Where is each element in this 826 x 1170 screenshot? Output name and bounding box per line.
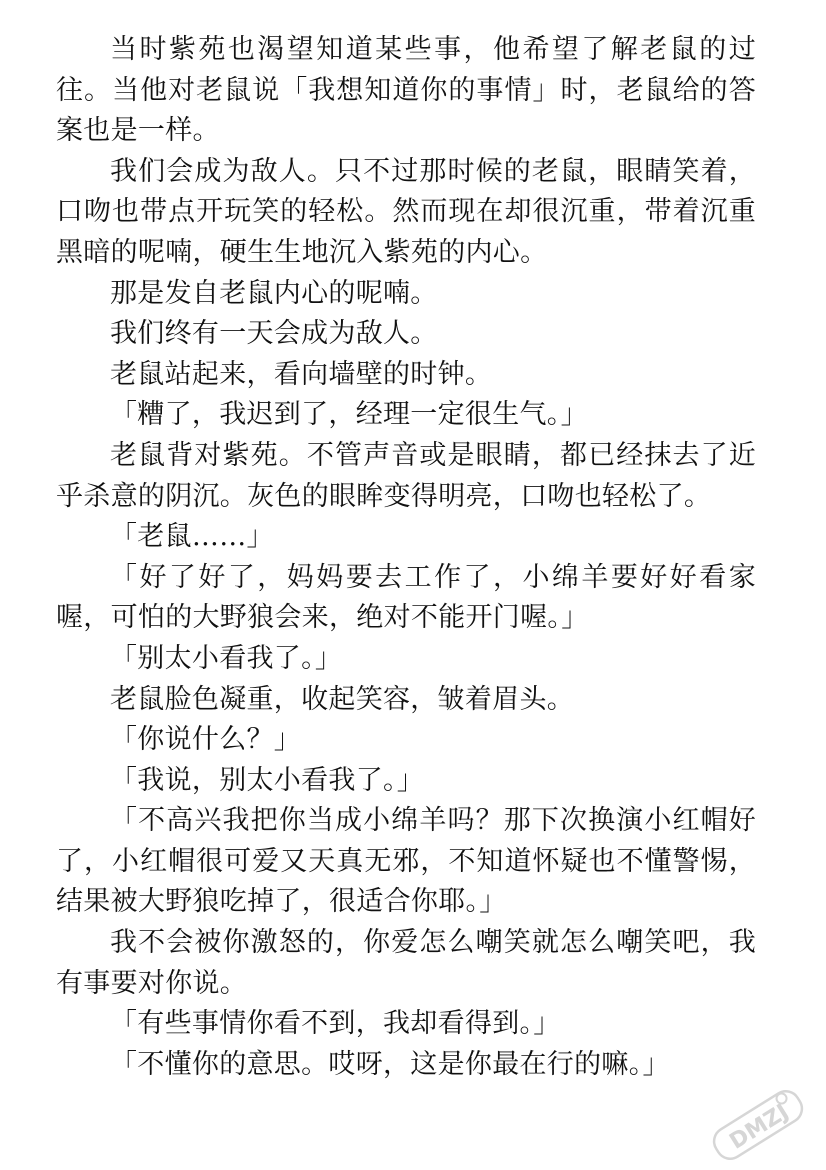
paragraph: 老鼠站起来，看向墙壁的时钟。 — [110, 358, 493, 390]
paragraph: 老鼠脸色凝重，收起笑容，皱着眉头。 — [110, 683, 575, 715]
paragraph: 「有些事情你看不到，我却看得到。」 — [110, 1008, 561, 1040]
paragraph: 「不懂你的意思。哎呀，这是你最在行的嘛。」 — [110, 1048, 670, 1080]
paragraph: 「老鼠……」 — [110, 521, 274, 553]
paragraph: 我们会成为敌人。只不过那时候的老鼠，眼睛笑着，口吻也带点开玩笑的轻松。然而现在却很沉重，带着沉重黑暗的呢喃，硬生生地沉入紫苑的内心。 — [56, 155, 756, 268]
watermark-logo-icon — [704, 1080, 812, 1170]
paragraph: 「你说什么？」 — [110, 724, 302, 756]
document-page — [56, 30, 756, 1085]
paragraph: 当时紫苑也渴望知道某些事，他希望了解老鼠的过往。当他对老鼠说「我想知道你的事情」时，老鼠给的答案也是一样。 — [56, 34, 756, 147]
paragraph: 我们终有一天会成为敌人。 — [110, 318, 438, 350]
watermark-text: DMZJ — [725, 1099, 794, 1155]
paragraph: 老鼠背对紫苑。不管声音或是眼睛，都已经抹去了近乎杀意的阴沉。灰色的眼眸变得明亮，口吻也轻松了。 — [56, 439, 756, 512]
paragraph: 「不高兴我把你当成小绵羊吗？那下次换演小红帽好了，小红帽很可爱又天真无邪，不知道怀疑也不懂警惕，结果被大野狼吃掉了，很适合你耶。」 — [56, 805, 756, 918]
paragraph: 「糟了，我迟到了，经理一定很生气。」 — [110, 399, 588, 431]
watermark-logo — [704, 1080, 812, 1170]
paragraph: 「别太小看我了。」 — [110, 642, 343, 674]
paragraph: 那是发自老鼠内心的呢喃。 — [110, 277, 438, 309]
paragraph: 我不会被你激怒的，你爱怎么嘲笑就怎么嘲笑吧，我有事要对你说。 — [56, 927, 756, 999]
paragraph: 「好了好了，妈妈要去工作了，小绵羊要好好看家喔，可怕的大野狼会来，绝对不能开门喔。」 — [56, 561, 756, 634]
paragraph: 「我说，别太小看我了。」 — [110, 764, 425, 796]
